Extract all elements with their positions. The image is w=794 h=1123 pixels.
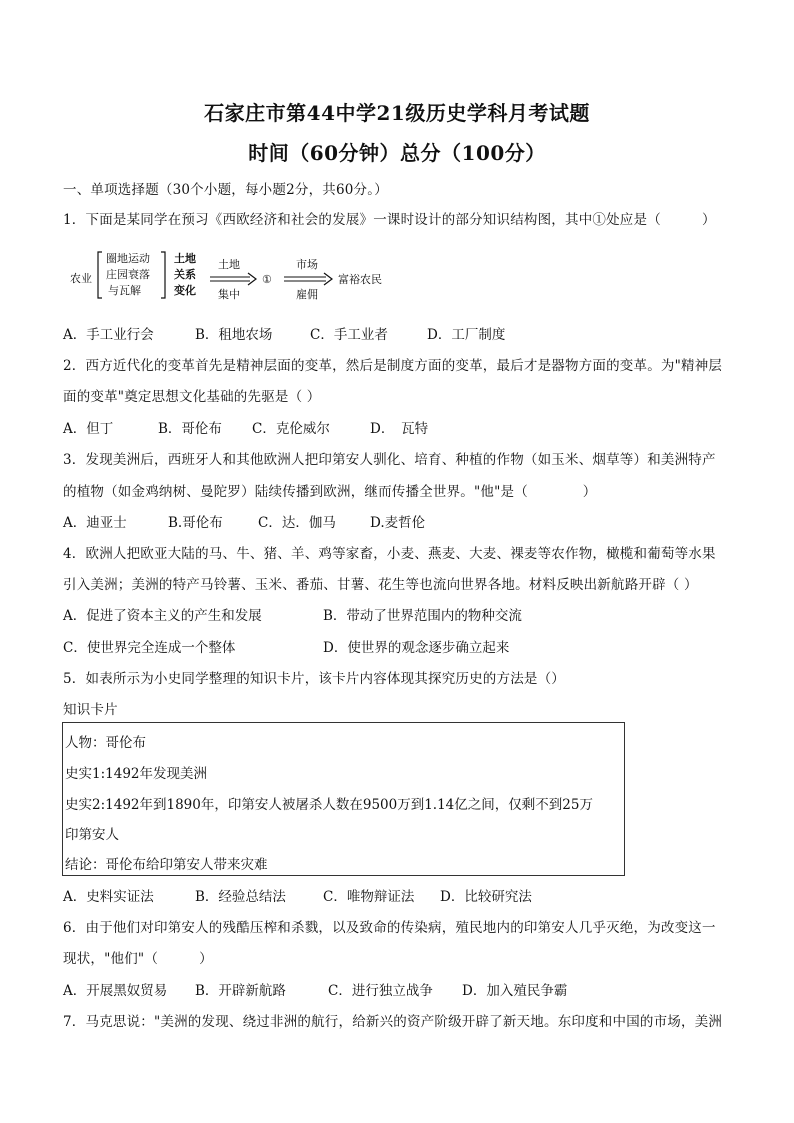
- q1-option-d: D．工厂制度: [427, 327, 506, 343]
- diagram-agriculture: 农业: [70, 272, 92, 285]
- q5-option-a: A．史料实证法: [63, 889, 154, 905]
- q6-option-b: B．开辟新航路: [195, 983, 286, 999]
- diagram-land-item-3: 变化: [174, 284, 196, 297]
- q1-option-b: B．租地农场: [195, 327, 273, 343]
- question-1-text: 1．下面是某同学在预习《西欧经济和社会的发展》一课时设计的部分知识结构图，其中①处应是（ ）: [63, 212, 716, 228]
- question-6-text-line-1: 6．由于他们对印第安人的残酷压榨和杀戮，以及致命的传染病，殖民地内的印第安人几乎灭绝，为改变这一: [63, 920, 716, 936]
- q1-option-a: A．手工业行会: [63, 327, 154, 343]
- diagram-circle-marker: ①: [262, 273, 272, 286]
- diagram-bracket-left: [98, 252, 102, 298]
- question-4-text-line-2: 引入美洲；美洲的特产马铃薯、玉米、番茄、甘薯、花生等也流向世界各地。材料反映出新航路开辟（ ）: [63, 577, 698, 593]
- card-line-fact-2: 史实2:1492年到1890年，印第安人被屠杀人数在9500万到1.14亿之间，仅剩不到25万: [65, 797, 593, 813]
- diagram-bracket-right: [161, 252, 165, 298]
- q4-option-d: D．使世界的观念逐步确立起来: [323, 640, 510, 656]
- question-3-text-line-2: 的植物（如金鸡纳树、曼陀罗）陆续传播到欧洲，继而传播全世界。"他"是（ ）: [63, 484, 597, 500]
- card-line-conclusion: 结论：哥伦布给印第安人带来灾难: [65, 857, 268, 873]
- q3-option-c: C．达．伽马: [258, 515, 336, 531]
- q4-option-a: A．促进了资本主义的产生和发展: [63, 608, 262, 624]
- q5-option-d: D．比较研究法: [440, 889, 532, 905]
- question-3-text-line-1: 3．发现美洲后，西班牙人和其他欧洲人把印第安人驯化、培育、种植的作物（如玉米、烟草等）和美洲特产: [63, 452, 716, 468]
- q2-option-b: B．哥伦布: [158, 421, 222, 437]
- question-6-text-line-2: 现状，"他们"（ ）: [63, 951, 213, 967]
- q4-option-b: B．带动了世界范围内的物种交流: [323, 608, 522, 624]
- diagram-arrow1-bottom: 集中: [218, 288, 240, 301]
- card-line-person: 人物：哥伦布: [65, 735, 146, 751]
- q5-option-c: C．唯物辩证法: [323, 889, 415, 905]
- knowledge-card-title: 知识卡片: [63, 702, 118, 718]
- q2-option-a: A．但丁: [63, 421, 114, 437]
- q6-option-c: C．进行独立战争: [328, 983, 433, 999]
- question-5-text: 5．如表所示为小史同学整理的知识卡片，该卡片内容体现其探究历史的方法是（）: [63, 671, 565, 687]
- q4-option-c: C．使世界完全连成一个整体: [63, 640, 236, 656]
- diagram-bracket-item-2: 庄园衰落: [106, 268, 150, 281]
- diagram-bracket-item-3: 与瓦解: [108, 284, 141, 297]
- q5-option-b: B．经验总结法: [195, 889, 286, 905]
- diagram-land-item-1: 土地: [174, 252, 196, 265]
- question-2-text-line-2: 面的变革"奠定思想文化基础的先驱是（ ）: [63, 389, 321, 405]
- diagram-arrow1-top: 土地: [218, 258, 240, 271]
- diagram-land-item-2: 关系: [174, 268, 196, 281]
- exam-title: 石家庄市第44中学21级历史学科月考试题: [204, 101, 590, 125]
- card-line-fact-1: 史实1:1492年发现美洲: [65, 766, 207, 782]
- q6-option-d: D．加入殖民争霸: [462, 983, 568, 999]
- q1-option-c: C．手工业者: [310, 327, 388, 343]
- q2-option-c: C．克伦威尔: [252, 421, 330, 437]
- section-heading: 一、单项选择题（30个小题，每小题2分，共60分。）: [63, 182, 388, 198]
- card-line-fact-2-cont: 印第安人: [65, 827, 119, 843]
- question-7-text-line-1: 7．马克思说："美洲的发现、绕过非洲的航行，给新兴的资产阶级开辟了新天地。东印度和中国的市场，美洲: [63, 1014, 723, 1030]
- diagram-arrow2-bottom: 雇佣: [296, 288, 318, 301]
- diagram-result: 富裕农民: [338, 273, 382, 286]
- exam-subtitle: 时间（60分钟）总分（100分）: [248, 141, 546, 165]
- q3-option-b: B.哥伦布: [168, 515, 223, 531]
- diagram-arrow2-head: [324, 273, 332, 285]
- q6-option-a: A．开展黑奴贸易: [63, 983, 168, 999]
- question-2-text-line-1: 2．西方近代化的变革首先是精神层面的变革，然后是制度方面的变革，最后才是器物方面的变革。为"精神层: [63, 358, 723, 374]
- question-4-text-line-1: 4．欧洲人把欧亚大陆的马、牛、猪、羊、鸡等家畜，小麦、燕麦、大麦、裸麦等农作物，橄榄和葡萄等水果: [63, 546, 716, 562]
- diagram-arrow1-head: [248, 273, 256, 285]
- diagram-arrow2-top: 市场: [296, 258, 318, 271]
- q2-option-d: D． 瓦特: [370, 421, 429, 437]
- knowledge-card: [62, 722, 625, 876]
- knowledge-structure-diagram: [62, 246, 422, 306]
- q3-option-a: A．迪亚士: [63, 515, 127, 531]
- diagram-bracket-item-1: 圈地运动: [106, 252, 150, 265]
- q3-option-d: D.麦哲伦: [370, 515, 426, 531]
